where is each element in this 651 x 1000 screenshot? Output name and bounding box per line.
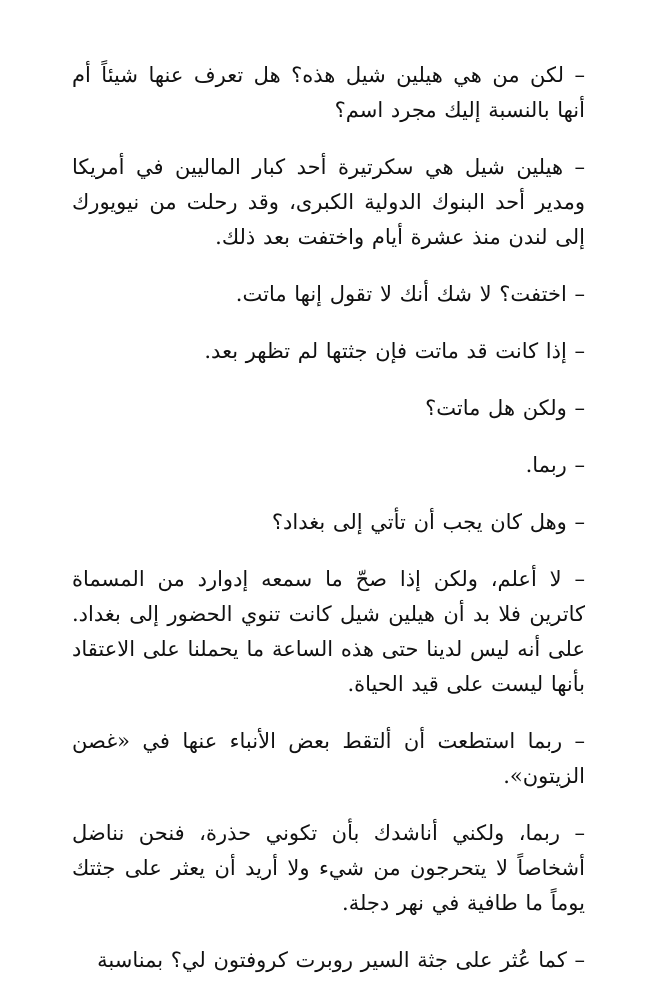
dialogue-paragraph-2: – هيلين شيل هي سكرتيرة أحد كبار الماليين في أمريكا ومدير أحد البنوك الدولية الكبرى، وقد رحلت من نيويورك إلى لندن منذ عشرة أيام واختفت بعد ذلك. (72, 155, 585, 249)
dialogue-paragraph-8: – لا أعلم، ولكن إذا صحّ ما سمعه إدوارد من المسماة كاترين فلا بد أن هيلين شيل كانت تنوي الحضور إلى بغداد. على أنه ليس لدينا حتى هذه الساعة ما يحملنا على الاعتقاد بأنها ليست على قيد الحياة. (72, 567, 585, 696)
dialogue-paragraph-1: – لكن من هي هيلين شيل هذه؟ هل تعرف عنها شيئاً أم أنها بالنسبة إليك مجرد اسم؟ (72, 63, 585, 122)
dialogue-paragraph-7: – وهل كان يجب أن تأتي إلى بغداد؟ (271, 510, 585, 534)
dialogue-paragraph-5: – ولكن هل ماتت؟ (425, 396, 585, 420)
dialogue-paragraph-6: – ربما. (525, 453, 585, 477)
dialogue-paragraph-3: – اختفت؟ لا شك أنك لا تقول إنها ماتت. (235, 282, 585, 306)
dialogue-paragraph-4: – إذا كانت قد ماتت فإن جثتها لم تظهر بعد. (204, 339, 585, 363)
dialogue-paragraph-10: – ربما، ولكني أناشدك بأن تكوني حذرة، فنحن نناضل أشخاصاً لا يتحرجون من شيء ولا أريد أن يعثر على جثتك يوماً ما طافية في نهر دجلة. (72, 821, 585, 915)
dialogue-paragraph-11: – كما عُثر على جثة السير روبرت كروفتون لي؟ بمناسبة (97, 948, 585, 972)
dialogue-paragraph-9: – ربما استطعت أن ألتقط بعض الأنباء عنها في «غصن الزيتون». (72, 729, 585, 788)
